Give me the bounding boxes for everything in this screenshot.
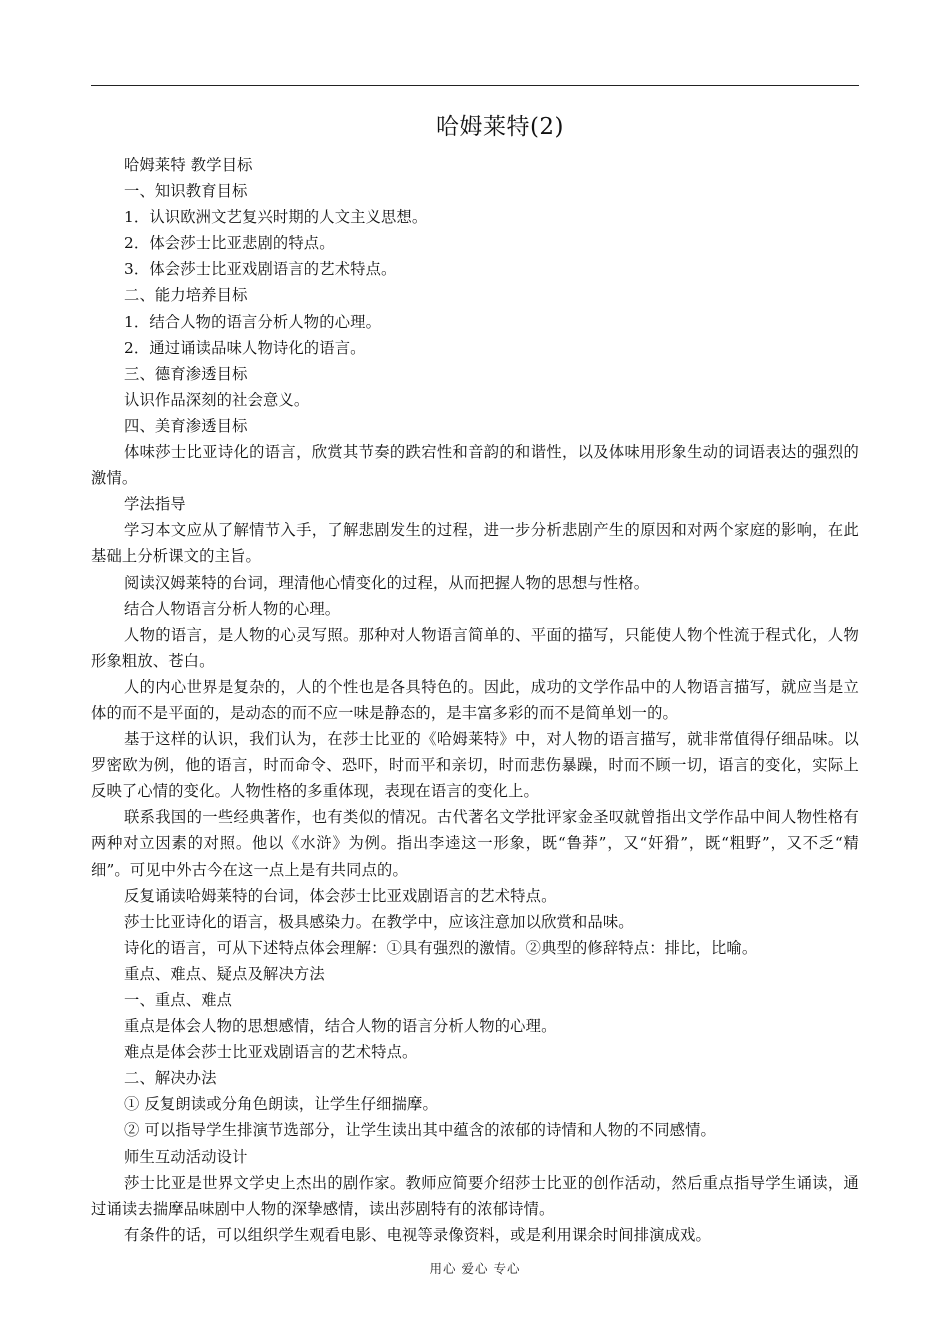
paragraph: 阅读汉姆莱特的台词，理清他心情变化的过程，从而把握人物的思想与性格。 (124, 573, 650, 592)
paragraph: ① 反复朗读或分角色朗读，让学生仔细揣摩。 (124, 1095, 438, 1114)
paragraph: 人物的语言，是人物的心灵写照。那种对人物语言简单的、平面的描写，只能使人物个性流于程式化，人物形象粗放、苍白。 (91, 625, 859, 670)
paragraph: 2．体会莎士比亚悲剧的特点。 (124, 234, 335, 253)
paragraph: 2．通过诵读品味人物诗化的语言。 (124, 338, 366, 357)
paragraph: 重点是体会人物的思想感情，结合人物的语言分析人物的心理。 (124, 1017, 557, 1036)
paragraph: 三、德育渗透目标 (124, 364, 248, 383)
header-rule (91, 85, 859, 86)
paragraph: 学习本文应从了解情节入手，了解悲剧发生的过程，进一步分析悲剧产生的原因和对两个家庭的影响，在此基础上分析课文的主旨。 (91, 521, 859, 566)
paragraph: 二、能力培养目标 (124, 286, 248, 305)
paragraph: 3．体会莎士比亚戏剧语言的艺术特点。 (124, 260, 397, 279)
paragraph: 诗化的语言，可从下述特点体会理解：①具有强烈的激情。②典型的修辞特点：排比，比喻。 (124, 938, 758, 957)
paragraph: 难点是体会莎士比亚戏剧语言的艺术特点。 (124, 1043, 418, 1062)
document-body (91, 152, 859, 1248)
paragraph: 联系我国的一些经典著作，也有类似的情况。古代著名文学批评家金圣叹就曾指出文学作品中间人物性格有两种对立因素的对照。他以《水浒》为例。指出李逵这一形象，既“鲁莽”，又“奸猾”，既“粗野”，又不乏“精细”。可见中外古今在这一点上是有共同点的。 (91, 808, 859, 879)
paragraph: 四、美育渗透目标 (124, 416, 248, 435)
paragraph: 一、知识教育目标 (124, 182, 248, 201)
paragraph: 1．结合人物的语言分析人物的心理。 (124, 312, 382, 331)
paragraph: 重点、难点、疑点及解决方法 (124, 964, 325, 983)
paragraph: 哈姆莱特 教学目标 (124, 156, 253, 174)
paragraph: 体味莎士比亚诗化的语言，欣赏其节奏的跌宕性和音韵的和谐性，以及体味用形象生动的词语表达的强烈的激情。 (91, 443, 859, 488)
paragraph: 人的内心世界是复杂的，人的个性也是各具特色的。因此，成功的文学作品中的人物语言描写，就应当是立体的而不是平面的，是动态的而不应一味是静态的，是丰富多彩的而不是简单划一的。 (91, 677, 859, 722)
paragraph: 莎士比亚诗化的语言，极具感染力。在教学中，应该注意加以欣赏和品味。 (124, 912, 634, 931)
page-footer: 用心 爱心 专心 (429, 1261, 521, 1276)
paragraph: 一、重点、难点 (124, 991, 233, 1009)
paragraph: 基于这样的认识，我们认为，在莎士比亚的《哈姆莱特》中，对人物的语言描写，就非常值得仔细品味。以罗密欧为例，他的语言，时而命令、恐吓，时而平和亲切，时而悲伤暴躁，时而不顾一切，语言的变化，实际上反映了心情的变化。人物性格的多重体现，表现在语言的变化上。 (91, 730, 859, 801)
paragraph: 有条件的话，可以组织学生观看电影、电视等录像资料，或是利用课余时间排演成戏。 (124, 1225, 711, 1244)
paragraph: 反复诵读哈姆莱特的台词，体会莎士比亚戏剧语言的艺术特点。 (124, 886, 557, 905)
paragraph: 结合人物语言分析人物的心理。 (124, 599, 341, 618)
paragraph: 莎士比亚是世界文学史上杰出的剧作家。教师应简要介绍莎士比亚的创作活动，然后重点指导学生诵读，通过诵读去揣摩品味剧中人物的深挚感情，读出莎剧特有的浓郁诗情。 (91, 1173, 859, 1218)
paragraph: ② 可以指导学生排演节选部分，让学生读出其中蕴含的浓郁的诗情和人物的不同感情。 (124, 1121, 716, 1140)
document-title: 哈姆莱特(2) (435, 114, 565, 140)
paragraph: 认识作品深刻的社会意义。 (124, 390, 310, 409)
paragraph: 师生互动活动设计 (124, 1147, 248, 1166)
paragraph: 二、解决办法 (124, 1069, 217, 1088)
paragraph: 1．认识欧洲文艺复兴时期的人文主义思想。 (124, 208, 428, 227)
paragraph: 学法指导 (124, 495, 186, 514)
